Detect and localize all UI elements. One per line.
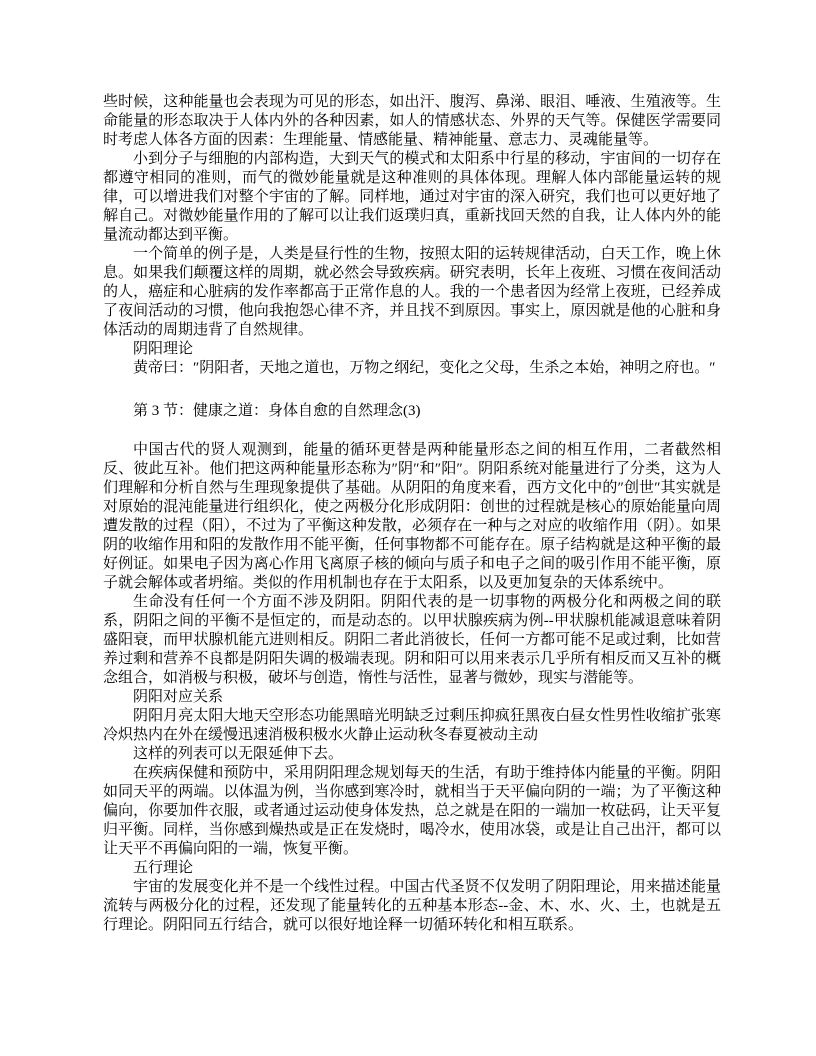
paragraph-correspondence-list: 阴阳月亮太阳大地天空形态功能黑暗光明缺乏过剩压抑疯狂黑夜白昼女性男性收缩扩张寒冷炽热内在外在缓慢迅速消极积极水火静止运动秋冬春夏被动主动	[103, 708, 721, 743]
paragraph-continuation: 些时候，这种能量也会表现为可见的形态，如出汗、腹泻、鼻涕、眼泪、唾液、生殖液等。生命能量的形态取决于人体内外的各种因素，如人的情感状态、外界的天气等。保健医学需要同时考虑人体各方面的因素：生理能量、情感能量、精神能量、意志力、灵魂能量等。	[103, 94, 721, 148]
paragraph: 生命没有任何一个方面不涉及阴阳。阴阳代表的是一切事物的两极分化和两极之间的联系，阴阳之间的平衡不是恒定的，而是动态的。以甲状腺疾病为例--甲状腺机能减退意味着阴盛阳衰，而甲状腺机能亢进则相反。阴阳二者此消彼长，任何一方都可能不足或过剩，比如营养过剩和营养不良都是阴阳失调的极端表现。阴和阳可以用来表示几乎所有相反而又互补的概念组合，如消极与积极，破坏与创造，惰性与活性，显著与微妙，现实与潜能等。	[103, 594, 721, 686]
paragraph: 小到分子与细胞的内部构造，大到天气的模式和太阳系中行星的移动，宇宙间的一切存在都遵守相同的准则，而气的微妙能量就是这种准则的具体体现。理解人体内部能量运转的规律，可以增进我们对整个宇宙的了解。同样地，通过对宇宙的深入研究，我们也可以更好地了解自己。对微妙能量作用的了解可以让我们返璞归真，重新找回天然的自我，让人体内外的能量流动都达到平衡。	[103, 151, 721, 243]
sub-heading-yinyang-correspondence: 阴阳对应关系	[133, 689, 224, 705]
document-page	[103, 93, 721, 935]
paragraph: 这样的列表可以无限延伸下去。	[133, 746, 344, 762]
paragraph: 中国古代的贤人观测到，能量的循环更替是两种能量形态之间的相互作用，二者截然相反、彼此互补。他们把这两种能量形态称为″阴″和″阳″。阴阳系统对能量进行了分类，这为人们理解和分析自然与生理现象提供了基础。从阴阳的角度来看，西方文化中的″创世″其实就是对原始的混沌能量进行组织化，使之两极分化形成阴阳：创世的过程就是核心的原始能量向周遭发散的过程（阳），不过为了平衡这种发散，必须存在一种与之对应的收缩作用（阴）。如果阴的收缩作用和阳的发散作用不能平衡，任何事物都不可能存在。原子结构就是这种平衡的最好例证。如果电子因为离心作用飞离原子核的倾向与质子和电子之间的吸引作用不能平衡，原子就会解体或者坍缩。类似的作用机制也存在于太阳系，以及更加复杂的天体系统中。	[103, 442, 721, 591]
sub-heading-yinyang-theory: 阴阳理论	[133, 341, 194, 357]
paragraph: 在疾病保健和预防中，采用阴阳理念规划每天的生活，有助于维持体内能量的平衡。阴阳如同天平的两端。以体温为例，当你感到寒冷时，就相当于天平偏向阴的一端；为了平衡这种偏向，你要加件衣服，或者通过运动使身体发热，总之就是在阳的一端加一枚砝码，让天平复归平衡。同样，当你感到燥热或是正在发烧时，喝冷水，使用冰袋，或是让自己出汗，都可以让天平不再偏向阳的一端，恢复平衡。	[103, 765, 721, 857]
paragraph: 宇宙的发展变化并不是一个线性过程。中国古代圣贤不仅发明了阴阳理论，用来描述能量流转与两极分化的过程，还发现了能量转化的五种基本形态--金、木、水、火、土，也就是五行理论。阴阳同五行结合，就可以很好地诠释一切循环转化和相互联系。	[103, 879, 721, 933]
paragraph-huangdi-quote: 黄帝曰：″阴阳者，天地之道也，万物之纲纪，变化之父母，生杀之本始，神明之府也。″	[133, 360, 716, 376]
paragraph: 一个简单的例子是，人类是昼行性的生物，按照太阳的运转规律活动，白天工作，晚上休息。如果我们颠覆这样的周期，就必然会导致疾病。研究表明，长年上夜班、习惯在夜间活动的人，癌症和心脏病的发作率都高于正常作息的人。我的一个患者因为经常上夜班，已经养成了夜间活动的习惯，他向我抱怨心律不齐，并且找不到原因。事实上，原因就是他的心脏和身体活动的周期违背了自然规律。	[103, 246, 721, 338]
section-heading: 第 3 节：健康之道：身体自愈的自然理念(3)	[133, 403, 421, 419]
sub-heading-five-elements-theory: 五行理论	[133, 860, 194, 876]
